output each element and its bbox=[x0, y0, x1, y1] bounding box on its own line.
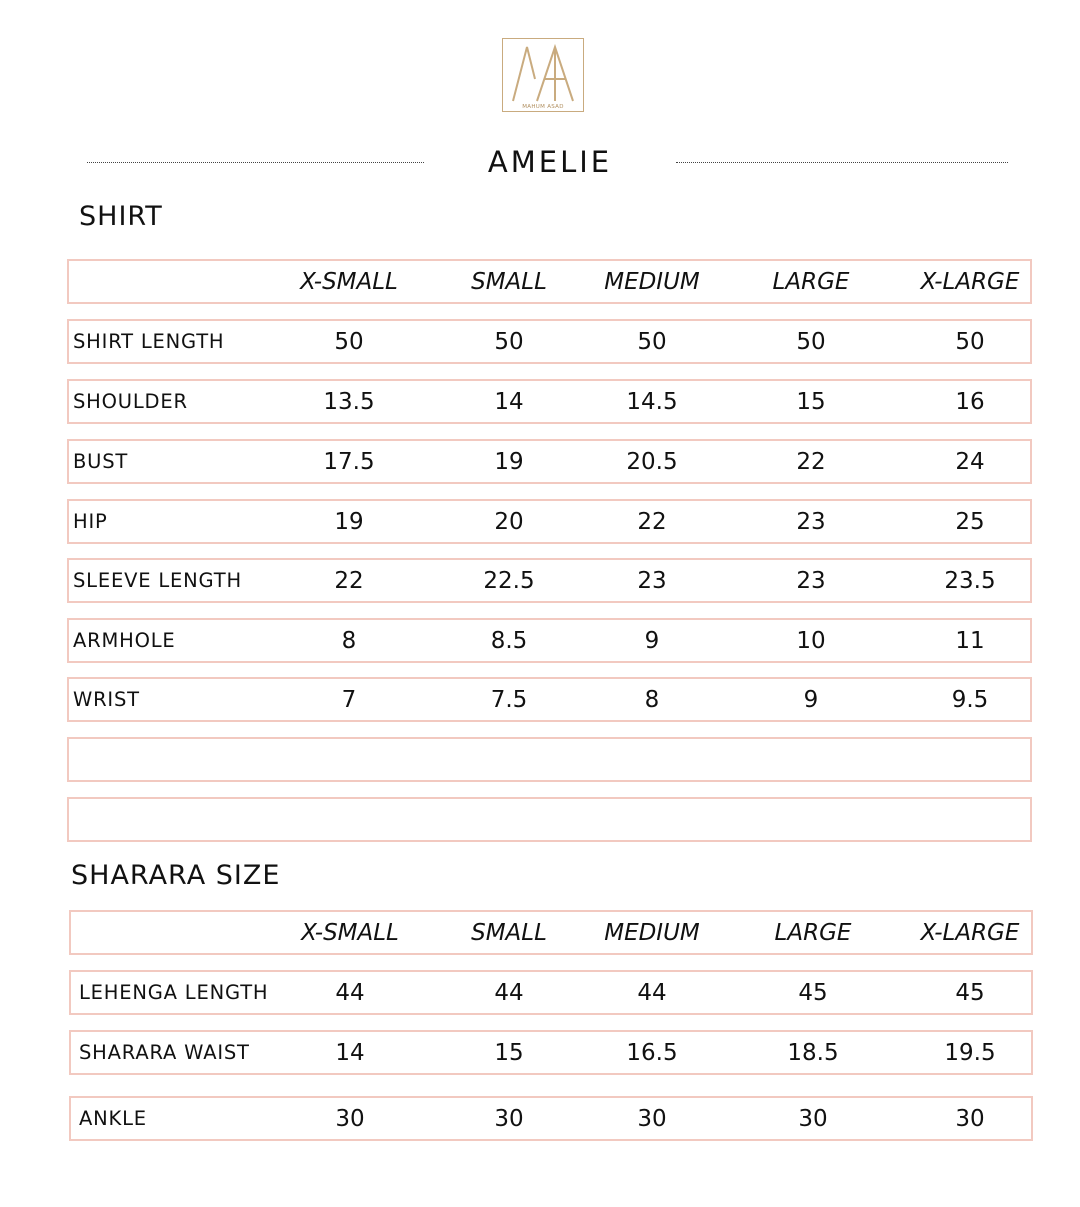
measurement-value: 16.5 bbox=[626, 1039, 678, 1066]
measurement-value: 17.5 bbox=[323, 448, 375, 475]
measurement-value bbox=[592, 739, 712, 780]
title-divider-right bbox=[676, 162, 1008, 163]
measurement-row bbox=[67, 379, 1032, 424]
measurement-value bbox=[751, 739, 871, 780]
measurement-value: 14 bbox=[335, 1039, 365, 1066]
measurement-value: 13.5 bbox=[323, 388, 375, 415]
measurement-row bbox=[67, 439, 1032, 484]
measurement-value: 18.5 bbox=[787, 1039, 839, 1066]
measurement-value: 16 bbox=[955, 388, 985, 415]
measurement-value: 50 bbox=[637, 328, 667, 355]
measurement-value: 15 bbox=[796, 388, 826, 415]
measurement-value: 23 bbox=[796, 567, 826, 594]
measurement-value bbox=[910, 739, 1030, 780]
size-header: SMALL bbox=[471, 919, 547, 946]
measurement-value: 22 bbox=[796, 448, 826, 475]
measurement-value: 30 bbox=[637, 1105, 667, 1132]
measurement-label: SHIRT LENGTH bbox=[73, 330, 225, 353]
measurement-label: SHARARA WAIST bbox=[79, 1041, 250, 1064]
measurement-value: 22.5 bbox=[483, 567, 535, 594]
measurement-label: BUST bbox=[73, 450, 129, 473]
measurement-value: 30 bbox=[955, 1105, 985, 1132]
measurement-value: 7.5 bbox=[490, 686, 528, 713]
measurement-value: 10 bbox=[796, 627, 826, 654]
size-header-row bbox=[69, 910, 1033, 955]
size-header: X-SMALL bbox=[301, 919, 399, 946]
logo-caption: MAHUM ASAD bbox=[522, 104, 564, 110]
measurement-row bbox=[67, 737, 1032, 782]
measurement-value bbox=[289, 739, 409, 780]
measurement-value: 23.5 bbox=[944, 567, 996, 594]
measurement-value: 14.5 bbox=[626, 388, 678, 415]
title-divider-left bbox=[87, 162, 424, 163]
size-header: MEDIUM bbox=[604, 919, 700, 946]
measurement-value: 50 bbox=[334, 328, 364, 355]
measurement-row bbox=[67, 499, 1032, 544]
measurement-label: SLEEVE LENGTH bbox=[73, 569, 242, 592]
measurement-row bbox=[67, 797, 1032, 842]
size-header: X-LARGE bbox=[920, 268, 1020, 295]
measurement-value: 20.5 bbox=[626, 448, 678, 475]
measurement-label: ARMHOLE bbox=[73, 629, 176, 652]
measurement-value bbox=[289, 799, 409, 840]
measurement-value: 44 bbox=[494, 979, 524, 1006]
measurement-value: 9 bbox=[644, 627, 660, 654]
measurement-value: 30 bbox=[798, 1105, 828, 1132]
measurement-value: 8.5 bbox=[490, 627, 528, 654]
measurement-value: 23 bbox=[796, 508, 826, 535]
measurement-row bbox=[69, 970, 1033, 1015]
measurement-row bbox=[67, 677, 1032, 722]
measurement-value bbox=[592, 799, 712, 840]
measurement-label: LEHENGA LENGTH bbox=[79, 981, 269, 1004]
shirt-section-title: SHIRT bbox=[79, 201, 163, 232]
measurement-value: 50 bbox=[955, 328, 985, 355]
measurement-value: 30 bbox=[335, 1105, 365, 1132]
measurement-value: 9.5 bbox=[951, 686, 989, 713]
size-header: X-SMALL bbox=[300, 268, 398, 295]
measurement-value bbox=[449, 739, 569, 780]
measurement-label: ANKLE bbox=[79, 1107, 147, 1130]
measurement-label: SHOULDER bbox=[73, 390, 188, 413]
measurement-row bbox=[67, 558, 1032, 603]
measurement-value: 8 bbox=[644, 686, 660, 713]
measurement-label: WRIST bbox=[73, 688, 140, 711]
measurement-value: 22 bbox=[334, 567, 364, 594]
size-header: X-LARGE bbox=[920, 919, 1020, 946]
size-header-row bbox=[67, 259, 1032, 304]
measurement-value: 19 bbox=[494, 448, 524, 475]
measurement-value: 9 bbox=[803, 686, 819, 713]
measurement-label: HIP bbox=[73, 510, 108, 533]
measurement-value: 45 bbox=[955, 979, 985, 1006]
measurement-value: 44 bbox=[637, 979, 667, 1006]
size-header: SMALL bbox=[471, 268, 547, 295]
measurement-value bbox=[910, 799, 1030, 840]
measurement-value: 22 bbox=[637, 508, 667, 535]
measurement-row bbox=[67, 319, 1032, 364]
measurement-value: 19.5 bbox=[944, 1039, 996, 1066]
measurement-row bbox=[69, 1030, 1033, 1075]
measurement-value: 7 bbox=[341, 686, 357, 713]
measurement-value: 8 bbox=[341, 627, 357, 654]
measurement-row bbox=[69, 1096, 1033, 1141]
measurement-value: 15 bbox=[494, 1039, 524, 1066]
brand-logo bbox=[502, 38, 584, 112]
measurement-value: 14 bbox=[494, 388, 524, 415]
measurement-value: 50 bbox=[796, 328, 826, 355]
page-title: AMELIE bbox=[487, 145, 613, 179]
size-header: LARGE bbox=[772, 268, 850, 295]
measurement-value: 23 bbox=[637, 567, 667, 594]
measurement-value bbox=[751, 799, 871, 840]
measurement-value: 11 bbox=[955, 627, 985, 654]
measurement-value: 25 bbox=[955, 508, 985, 535]
measurement-value: 45 bbox=[798, 979, 828, 1006]
measurement-value: 30 bbox=[494, 1105, 524, 1132]
measurement-value: 20 bbox=[494, 508, 524, 535]
measurement-value bbox=[449, 799, 569, 840]
measurement-value: 50 bbox=[494, 328, 524, 355]
measurement-value: 19 bbox=[334, 508, 364, 535]
sharara-section-title: SHARARA SIZE bbox=[71, 860, 281, 891]
size-header: LARGE bbox=[774, 919, 852, 946]
measurement-value: 44 bbox=[335, 979, 365, 1006]
size-header: MEDIUM bbox=[604, 268, 700, 295]
measurement-row bbox=[67, 618, 1032, 663]
measurement-value: 24 bbox=[955, 448, 985, 475]
